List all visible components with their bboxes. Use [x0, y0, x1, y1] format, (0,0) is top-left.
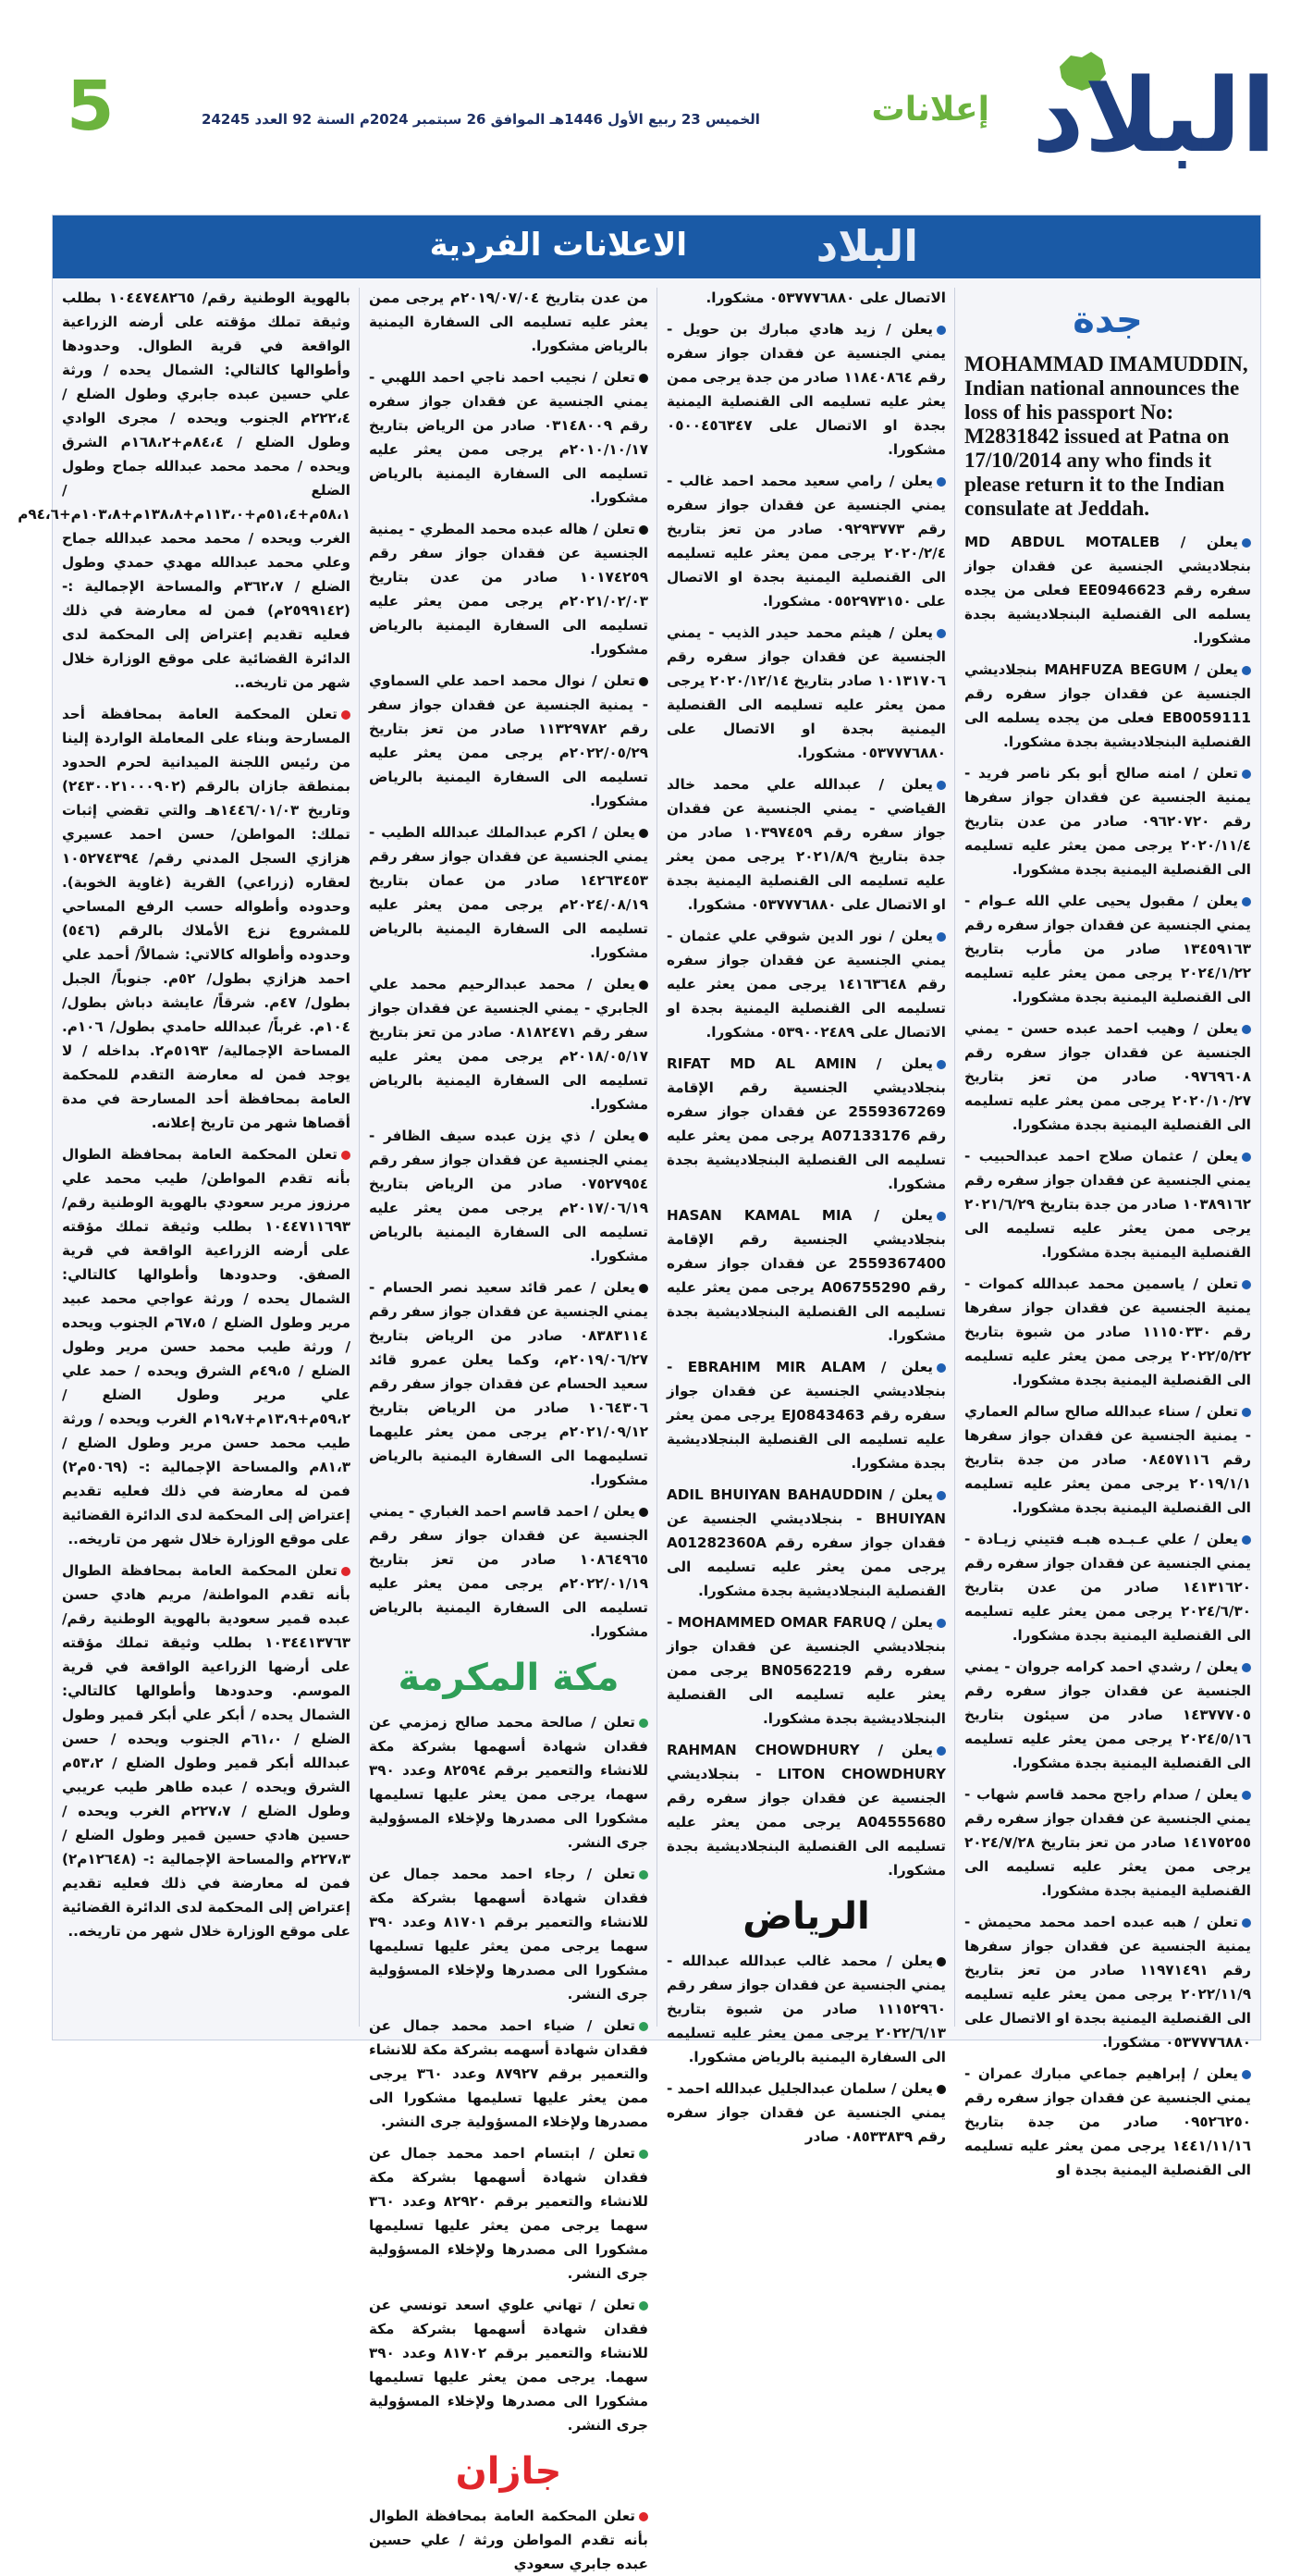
logo-text: البلاد	[1032, 56, 1276, 175]
banner-title: الاعلانات الفردية	[429, 227, 687, 264]
classified-ad-text: الاتصال على ٠٥٣٧٧٧٦٨٨٠ مشكورا.	[706, 290, 946, 306]
column-court-notices	[18, 278, 360, 2040]
bullet-icon	[341, 1151, 350, 1160]
classified-ad	[964, 1527, 1251, 1647]
classified-ad	[18, 286, 350, 695]
classified-ad-text: يعلن / MD ABDUL MOTALEB بنجلاديشي الجنسية عن فقدان جواز سفره رقم EE0946623 فعلى من يجده يسلمه الى القنصلية البنجلاديشية بجدة مشكورا.	[964, 534, 1251, 647]
classified-ad-text: تعلن / نوال محمد احمد علي السماوي - يمنية الجنسية عن فقدان جواز سفر رقم ١١٣٢٩٧٨٢ صادر من تعز بتاريخ ٢٠٢٢/٠٥/٢٩م يرجى ممن يعثر عليه تسليمه الى السفارة اليمنية بالرياض مشكورا.	[369, 672, 648, 809]
english-notice-text: MOHAMMAD IMAMUDDIN, Indian national announces the loss of his passport No: M2831842 issued at Patna on 17/10/2014 any who finds it please return it to the Indian consulate at Jeddah.	[964, 352, 1248, 520]
bullet-icon	[639, 2512, 648, 2521]
city-heading-jeddah: جدة	[1073, 299, 1143, 341]
bullet-icon	[639, 1284, 648, 1293]
classified-ad-text: يعلن / علي عـبـده هبـه فتيني زيـادة - يمني الجنسية عن فقدان جواز سفره رقم ١٤١٣١٦٢٠ صادر من عدن بتاريخ ٢٠٢٤/٦/٣٠ يرجى ممن يعثر عليه تسليمه الى القنصلية اليمنية بجدة مشكورا.	[964, 1531, 1251, 1644]
dateline: الخميس 23 ربيع الأول 1446هـ الموافق 26 سبتمبر 2024م السنة 92 العدد 24245	[202, 111, 760, 128]
classified-ad-text: تعلن / تهاني علوي اسعد تونسي عن فقدان شهادة أسهمها بشركة مكة للانشاء والتعمير برقم ٨١٧٠٢ وعدد ٣٩٠ سهما. يرجى ممن يعثر عليها تسليمها مشكورا الى مصدرها ولإخلاء المسؤولية جرى النشر.	[369, 2297, 648, 2434]
classified-ad-text: تعلن / هاله عبده محمد المطري - يمنية الجنسية عن فقدان جواز سفر رقم ١٠١٧٤٢٥٩ صادر من عدن بتاريخ ٢٠٢١/٠٢/٠٣م يرجى ممن يعثر عليه تسليمه الى السفارة اليمنية بالرياض مشكورا.	[369, 521, 648, 658]
ads-list	[369, 2504, 648, 2576]
classified-ad-text: تعلن المحكمة العامة بمحافظة الطوال بأنه تقدم المواطنة/ مريم هادي حسن عبده قمير سعودية بالهوية الوطنية رقم/ ١٠٣٤٤١٣٧٦٣ بطلب وثيقة تملك مؤقته على أرضها الزراعية الواقعة في قرية الموسم. وحدودها وأطوالها كالتالي: الشمال يحده / أبكر علي أبكر قمير وطول الضلع / ٦١،٠م الجنوب ويحده / حسن عبدالله أبكر قمير وطول الضلع / ٥٣،٢م الشرق ويحده / عبده طاهر طيب عريبي وطول الضلع / ٢٢٧،٧م الغرب ويحده / حسين هادي حسين قمير وطول الضلع / ٢٢٧،٣م والمساحة الإجمالية :- (١٢٦٤٨م٢) فمن له معارضة في ذلك فعليه تقديم إعتراض إلى المحكمة لدى الدائرة القضائية على موقع الوزارة خلال شهر من تاريخه..	[62, 1562, 351, 1940]
bullet-icon	[937, 326, 946, 335]
classified-ad-text: يعلن / MOHAMMED OMAR FARUQ - بنجلاديشي الجنسية عن فقدان جواز سفره رقم BN0562219 يرجى ممن يعثر عليه تسليمه الى القنصلية البنجلاديشية بجدة مشكورا.	[667, 1614, 946, 1727]
classified-ad-text: يعلن / RIFAT MD AL AMIN بنجلاديشي الجنسية رقم الإقامة 2559367269 عن فقدان جواز سفره رقم A07133176 يرجى ممن يعثر عليه تسليمه الى القنصلية البنجلاديشية بجدة مشكورا.	[667, 1055, 946, 1192]
bullet-icon	[937, 1957, 946, 1966]
bullet-icon	[341, 1567, 350, 1576]
classified-ad	[964, 530, 1251, 650]
newspaper-logo	[1032, 48, 1276, 187]
classified-ad-text: يعلن / نور الدين شوقي علي عثمان - يمني الجنسية عن فقدان جواز سفره رقم ١٤١٦٣٦٤٨ يرجى ممن يعثر عليه تسليمه الى القنصلية اليمنية بجدة او الاتصال على ٠٥٣٩٠٠٢٤٨٩ مشكورا.	[667, 928, 946, 1041]
classified-ad	[964, 1655, 1251, 1775]
classified-ad	[964, 1017, 1251, 1137]
classified-ad-text: تعلن المحكمة العامة بمحافظة الطوال بأنه تقدم المواطن ورثة / علي حسين عبده جابري سعودي	[369, 2508, 648, 2572]
classified-ad	[369, 972, 648, 1116]
classified-ad	[369, 669, 648, 813]
classified-ad	[964, 889, 1251, 1009]
bullet-icon	[937, 1746, 946, 1756]
classifieds-frame	[18, 215, 1261, 2572]
classified-ad	[667, 1738, 946, 1882]
english-notice	[964, 352, 1251, 521]
classified-ad	[369, 1862, 648, 2006]
classified-ad-text: يعلن / محمد عبدالرحيم محمد علي الجابري - يمني الجنسية عن فقدان جواز سفر رقم ٠٨١٨٢٤٧١ صادر من تعز بتاريخ ٢٠١٨/٠٥/١٧م يرجى ممن يعثر عليه تسليمه الى السفارة اليمنية بالرياض مشكورا.	[369, 976, 648, 1113]
classified-ad-text: تعلن / نجيب احمد ناجي احمد اللهبي - يمني الجنسية عن فقدان جواز سفره رقم ٠٣١٤٨٠٠٩ صادر من الرياض بتاريخ ٢٠١٠/١٠/١٧م يرجى ممن يعثر عليه تسليمه الى السفارة اليمنية بالرياض مشكورا.	[369, 369, 648, 506]
classified-ad-text: يعلن / هيثم محمد حيدر الذيب - يمني الجنسية عن فقدان جواز سفره رقم ١٠١٣١٧٠٦ صادر بتاريخ ٢٠٢٠/١٢/١٤ يرجى ممن يعثر عليه تسليمه الى القنصلية اليمنية بجدة او الاتصال على ٠٥٣٧٧٧٦٨٨٠ مشكورا.	[667, 624, 947, 761]
classified-ad	[369, 1710, 648, 1855]
classified-ad	[369, 365, 648, 510]
classified-ad	[964, 1782, 1251, 1903]
classified-ad-text: يعلن / رامي سعيد محمد احمد غالب - يمني الجنسية عن فقدان جواز سفره رقم ٠٩٢٩٣٧٧٣ صادر من تعز بتاريخ ٢٠٢٠/٢/٤ يرجى ممن يعثر عليه تسليمه الى القنصلية اليمنية بجدة او الاتصال على ٠٥٥٢٩٧٣١٥٠ مشكورا.	[667, 473, 946, 610]
classified-ad	[369, 517, 648, 661]
classified-ad	[667, 286, 946, 310]
classified-ad-text: يعلن / ذي يزن عبده سيف الظافر - يمني الجنسية عن فقدان جواز سفر رقم ٠٧٥٢٧٩٥٤ صادر من الرياض بتاريخ ٢٠١٧/٠٦/١٩م يرجى ممن يعثر عليه تسليمه الى السفارة اليمنية بالرياض مشكورا.	[369, 1128, 648, 1264]
bullet-icon	[1242, 1663, 1251, 1672]
city-heading-riyadh: الرياض	[742, 1895, 870, 1938]
classified-ad	[369, 820, 648, 965]
bullet-icon	[937, 932, 946, 942]
classified-ad-text: تعلن / ضياء احمد محمد جمال عن فقدان شهادة أسهمه بشركة مكة للانشاء والتعمير برقم ٨٧٩٢٧ وعدد ٣٦٠ يرجى ممن يعثر عليها تسليمها مشكورا الى مصدرها ولإخلاء المسؤولية جرى النشر.	[369, 2017, 649, 2130]
classified-ad	[964, 1272, 1251, 1392]
classified-ad-text: يعلن / ADIL BHUIYAN BAHAUDDIN BHUIYAN - بنجلاديشي الجنسية عن فقدان جواز سفره رقم A01282360A يرجى ممن يعثر عليه تسليمه الى القنصلية البنجلاديشية بجدة مشكورا.	[667, 1486, 946, 1599]
classified-ad	[62, 702, 350, 1135]
bullet-icon	[937, 1212, 946, 1221]
classified-ad	[667, 2077, 946, 2149]
bullet-icon	[937, 1060, 946, 1069]
classified-ad	[369, 2141, 648, 2286]
classified-ad-text: يعلن / وهيب احمد عبده حسن - يمني الجنسية عن فقدان جواز سفره رقم ٠٩٧٦٩٦٠٨ صادر من تعز بتاريخ ٢٠٢٠/١٠/٢٧ يرجى ممن يعثر عليه تسليمه الى القنصلية اليمنية بجدة مشكورا.	[964, 1020, 1251, 1133]
classified-ad	[667, 1610, 946, 1731]
classified-ad	[667, 1052, 946, 1196]
bullet-icon	[639, 980, 648, 990]
column-riyadh	[657, 278, 955, 2145]
classified-ad	[667, 1949, 946, 2069]
classified-ad-text: يعلن / احمد قاسم احمد الغباري - يمني الجنسية عن فقدان جواز سفر رقم ١٠٨٦٤٩٦٥ صادر من تعز بتاريخ ٢٠٢٢/٠١/١٩م يرجى ممن يعثر عليه تسليمه الى السفارة اليمنية بالرياض مشكورا.	[369, 1503, 648, 1640]
bullet-icon	[639, 2022, 648, 2031]
ad-columns	[18, 278, 1260, 2572]
classified-ad-text: يعلن / EBRAHIM MIR ALAM - بنجلاديشي الجنسية عن فقدان جواز سفره رقم EJ0843463 يرجى ممن يعثر عليه تسليمه الى القنصلية البنجلاديشية بجدة مشكورا.	[667, 1359, 947, 1472]
column-jeddah	[955, 278, 1260, 2178]
classified-ad-text: يعلن / عبدالله علي محمد خالد القياضي - يمني الجنسية عن فقدان جواز سفره رقم ١٠٣٩٧٤٥٩ صادر من جدة بتاريخ ٢٠٢١/٨/٩ يرجى ممن يعثر عليه تسليمه الى القنصلية اليمنية بجدة او الاتصال على ٠٥٣٧٧٧٦٨٨٠ مشكورا.	[667, 776, 946, 913]
classified-ad	[369, 2014, 648, 2134]
classified-ad-text: من عدن بتاريخ ٢٠١٩/٠٧/٠٤م يرجى ممن يعثر عليه تسليمه الى السفارة اليمنية بالرياض مشكورا.	[369, 290, 649, 354]
classified-ad-text: تعلن / سناء عبدالله صالح سالم العماري - يمنية الجنسية عن فقدان جواز سفرها رقم ٠٨٤٥٧١١٦ صادر من جدة بتاريخ ٢٠١٩/١/١ يرجى ممن يعثر عليه تسليمه الى القنصلية اليمنية بجدة مشكورا.	[964, 1403, 1251, 1516]
classified-ad	[667, 924, 946, 1044]
classified-ad	[964, 658, 1251, 754]
classified-ad-text: يعلن / RAHMAN CHOWDHURY LITON CHOWDHURY - بنجلاديشي الجنسية عن فقدان جواز سفره رقم A04555680 يرجى ممن يعثر عليه تسليمه الى القنصلية البنجلاديشية بجدة مشكورا.	[667, 1742, 946, 1879]
bullet-icon	[937, 1491, 946, 1500]
classified-ad	[369, 1276, 648, 1492]
bullet-icon	[1242, 1280, 1251, 1289]
classified-ad-text: تعلن / رجاء احمد محمد جمال عن فقدان شهادة أسهمها بشركة مكة للانشاء والتعمير برقم ٨١٧٠١ وعدد ٣٩٠ سهما يرجى ممن يعثر عليها تسليمها مشكورا الى مصدرها ولإخلاء المسؤولية جرى النشر.	[369, 1866, 648, 2003]
classified-ad	[964, 1144, 1251, 1264]
ads-list	[667, 1949, 946, 2149]
classified-ad-text: تعلن المحكمة العامة بمحافظة أحد المسارحة وبناء على المعاملة الواردة إلينا من رئيس اللجنة الميدانية لحرم الحدود بمنطقة جازان بالرقم (٢٤٣٠٠٢١٠٠٠٩٠٢) وتاريخ ١٤٤٦/٠١/٠٣هـ والتي تقضي إثبات تملك: المواطن/ حسن احمد عسيري هزازي السجل المدني رقم/ ١٠٥٢٧٤٣٩٤ لعقاره (زراعي) القرية (غاوية الخوبة). وحدوده وأطواله حسب الرفع المساحي للمشروع نزع الأملاك بالرقم (٥٤٦) وحدوده وأطواله كالاتي: شمالاً/ أحمد علي احمد هزازي بطول/ ٥٢م. جنوباً/ الجبل بطول/ ٤٧م. شرقاً/ عايشة دباش بطول/ ١٠٤م. غرباً/ عبدالله حامدي بطول/ ١٠٦م. المساحة الإجمالية/ ٥١٩٣م٢. بداخله / لا يوجد فمن له معارضة التقدم للمحكمة العامة بمحافظة أحد المسارحة في مدة أقصاها شهر من تاريخ إعلانه.	[62, 706, 351, 1131]
classified-ad-text: يعلن / HASAN KAMAL MIA بنجلاديشي الجنسية رقم الإقامة 2559367400 عن فقدان جواز سفره رقم A06755290 يرجى ممن يعثر عليه تسليمه الى القنصلية البنجلاديشية بجدة مشكورا.	[667, 1207, 946, 1344]
bullet-icon	[1242, 1791, 1251, 1800]
bullet-icon	[639, 1132, 648, 1141]
classified-ad-text: يعلن / سلمان عبدالجليل عبدالله احمد - يمني الجنسية عن فقدان جواز سفره رقم ٠٨٥٣٣٨٣٩ صادر	[667, 2080, 946, 2145]
classified-ad-text: تعلن / هبه عبده احمد محمد محيمش - يمنية الجنسية عن فقدان جواز سفرها رقم ١١٩٧١٤٩١ صادر من تعز بتاريخ ٢٠٢٢/١١/٩ يرجى ممن يعثر عليه تسليمه الى القنصلية اليمنية بجدة او الاتصال على ٠٥٣٧٧٧٦٨٨٠ مشكورا.	[964, 1914, 1252, 2051]
bullet-icon	[639, 525, 648, 535]
bullet-icon	[1242, 666, 1251, 675]
classified-ad	[369, 1499, 648, 1644]
classified-ad-text: تعلن / صالحة محمد صالح زمزمي عن فقدان شهادة أسهمها بشركة مكة للانشاء والتعمير برقم ٨٢٥٩٤ وعدد ٣٩٠ سهما، يرجى ممن يعثر عليها تسليمها مشكورا الى مصدرها ولإخلاء المسؤولية جرى النشر.	[369, 1714, 648, 1851]
bullet-icon	[639, 2150, 648, 2159]
bullet-icon	[1242, 538, 1251, 548]
bullet-icon	[937, 2085, 946, 2094]
ads-list	[369, 286, 648, 1644]
classified-ad	[369, 2293, 648, 2437]
bullet-icon	[341, 710, 350, 720]
classified-ad-text: يعلن / مقبول يحيى علي الله عـوام - يمني الجنسية عن فقدان جواز سفره رقم ١٣٤٥٩١٦٣ صادر من مأرب بتاريخ ٢٠٢٤/١/٢٢ يرجى ممن يعثر عليه تسليمه الى القنصلية اليمنية بجدة مشكورا.	[964, 893, 1251, 1005]
classified-ad	[667, 1355, 946, 1475]
classified-ad-text: يعلن / رشدي احمد كرامه جروان - يمني الجنسية عن فقدان جواز سفره رقم ١٤٣٧٧٧٠٥ صادر من سيئون بتاريخ ٢٠٢٤/٥/١٦ يرجى ممن يعثر عليه تسليمه الى القنصلية اليمنية بجدة مشكورا.	[964, 1658, 1251, 1771]
bullet-icon	[1242, 2070, 1251, 2079]
section-label: إعلانات	[871, 91, 989, 129]
bullet-icon	[937, 1619, 946, 1628]
bullet-icon	[1242, 770, 1251, 779]
classified-ad-text: يعلن / MAHFUZA BEGUM بنجلاديشي الجنسية عن فقدان جواز سفره رقم EB0059111 فعلى من يجده يسلمه الى القنصلية البنجلاديشية بجدة مشكورا.	[964, 661, 1251, 750]
city-heading-makkah: مكة المكرمة	[398, 1657, 620, 1699]
classified-ad-text: يعلن / عثمان صلاح احمد عبدالحبيب - يمني الجنسية عن فقدان جواز سفره رقم ١٠٣٨٩١٦٢ صادر من جدة بتاريخ ٢٠٢١/٦/٢٩ يرجى ممن يعثر عليه تسليمه الى القنصلية اليمنية بجدة مشكورا.	[964, 1148, 1251, 1261]
bullet-icon	[1242, 1025, 1251, 1034]
bullet-icon	[1242, 1918, 1251, 1928]
city-heading-jazan: جازان	[455, 2450, 562, 2493]
classified-ad-text: يعلن / عمر قائد سعيد نصر الحسام - يمني الجنسية عن فقدان جواز سفر رقم ٠٨٣٨٣١١٤ صادر من الرياض بتاريخ ٢٠١٩/٠٦/٢٧م، وكما يعلن عمرو قائد سعيد الحسام عن فقدان جواز سفر رقم ١٠٦٤٣٠٦ صادر من الرياض بتاريخ ٢٠٢١/٠٩/١٢م يرجى ممن يعثر عليهما تسليمهما الى السفارة اليمنية بالرياض مشكورا.	[369, 1279, 648, 1488]
classified-ad-text: تعلن / ابتسام احمد محمد جمال عن فقدان شهادة أسهمها بشركة مكة للانشاء والتعمير برقم ٨٢٩٢٠ وعدد ٣٦٠ سهما يرجى ممن يعثر عليها تسليمها مشكورا الى مصدرها ولإخلاء المسؤولية جرى النشر.	[369, 2145, 648, 2282]
ads-list	[369, 1710, 648, 2437]
classified-ad-text: تعلن / ياسمين محمد عبدالله كموات - يمنية الجنسية عن فقدان جواز سفرها رقم ١١١٥٠٣٣٠ صادر من شبوة بتاريخ ٢٠٢٢/٥/٢٢ يرجى ممن يعثر عليه تسليمه الى القنصلية اليمنية بجدة مشكورا.	[964, 1276, 1251, 1388]
classified-ad	[667, 1483, 946, 1603]
bullet-icon	[937, 629, 946, 638]
classified-ad	[964, 1910, 1251, 2054]
ads-list	[18, 286, 351, 1943]
classified-ad-text: بالهوية الوطنية رقم/ ١٠٤٤٧٤٨٢٦٥ بطلب وثيقة تملك مؤقته على أرضه الزراعية الواقعة في قرية الطوال. وحدودها وأطوالها كالتالي: الشمال يحده / ورثة علي حسين عبده جابري وطول الضلع / ٢٢٢،٤م الجنوب ويحده / مجرى الوادي وطول الضلع / ٨٤،٤م+١٦٨،٢م الشرق ويحده / محمد محمد عبدالله جماح وطول الضلع / ٥٨،١م+٥١،٤م+١١٣،٠م+١٣٨،٨م+١٠٣،٨م+٩٤،٦م الغرب ويحده / محمد محمد عبدالله جماح وعلي محمد عبدالله مهدي حمدي وطول الضلع / ٣٦٢،٧م والمساحة الإجمالية :- (٢٥٩٩١٤٢م) فمن له معارضة في ذلك فعليه تقديم إعتراض إلى المحكمة لدى الدائرة القضائية على موقع الوزارة خلال شهر من تاريخه..	[18, 290, 350, 691]
classified-ad	[62, 1559, 350, 1943]
classified-ad	[964, 761, 1251, 881]
page-number: 5	[67, 67, 115, 146]
banner-logo: البلاد	[816, 221, 918, 271]
bullet-icon	[639, 1870, 648, 1880]
classified-ad	[667, 317, 946, 462]
bullet-icon	[937, 1363, 946, 1373]
classified-ad	[667, 772, 946, 917]
classified-ad-text: تعلن / امنه صالح أبو بكر ناصر فريد - يمنية الجنسية عن فقدان جواز سفرها رقم ٠٩٦٢٠٧٢٠ صادر من عدن بتاريخ ٢٠٢٠/١١/٤ يرجى ممن يعثر عليه تسليمه الى القنصلية اليمنية بجدة مشكورا.	[964, 765, 1251, 878]
section-banner	[53, 216, 1260, 278]
ads-list	[667, 286, 946, 1044]
classified-ad-text: يعلن / محمد غالب عبدالله عبدالله - يمني الجنسية عن فقدان جواز سفر رقم ١١١٥٢٩٦٠ صادر من شبوة بتاريخ ٢٠٢٢/٦/١٣ يرجى ممن يعثر عليه تسليمه الى السفارة اليمنية بالرياض مشكورا.	[667, 1953, 946, 2065]
classified-ad	[369, 286, 648, 358]
bullet-icon	[1242, 897, 1251, 906]
ads-list	[964, 530, 1251, 2182]
bullet-icon	[937, 477, 946, 487]
ads-list	[667, 1052, 946, 1882]
classified-ad-text: يعلن / صدام راجح محمد قاسم شهاب - يمني الجنسية عن فقدان جواز سفره رقم ١٤١٧٥٢٥٥ صادر من تعز بتاريخ ٢٠٢٤/٧/٢٨ يرجى ممن يعثر عليه تسليمه الى القنصلية اليمنية بجدة مشكورا.	[964, 1786, 1251, 1899]
classified-ad-text: يعلن / اكرم عبدالملك عبدالله الطيب - يمني الجنسية عن فقدان جواز سفر رقم ١٤٢٦٣٤٥٣ صادر من عمان بتاريخ ٢٠٢٤/٠٨/١٩م يرجى ممن يعثر عليه تسليمه الى السفارة اليمنية بالرياض مشكورا.	[369, 824, 648, 961]
classified-ad	[667, 469, 946, 613]
classified-ad-text: يعلن / زيد هادي مبارك بن حويل - يمني الجنسية عن فقدان جواز سفره رقم ١١٨٤٠٨٦٤ صادر من جدة يرجى ممن يعثر عليه تسليمه الى القنصلية اليمنية بجدة او الاتصال على ٠٥٠٠٤٥٦٣٤٧ مشكورا.	[667, 321, 947, 458]
bullet-icon	[639, 677, 648, 686]
bullet-icon	[1242, 1535, 1251, 1545]
classified-ad	[964, 2062, 1251, 2182]
masthead	[0, 0, 1313, 203]
classified-ad	[667, 1203, 946, 1348]
bullet-icon	[639, 1508, 648, 1517]
classified-ad	[964, 1399, 1251, 1520]
classified-ad	[667, 621, 946, 765]
bullet-icon	[639, 374, 648, 383]
classified-ad	[62, 1142, 350, 1551]
classified-ad-text: تعلن المحكمة العامة بمحافظة الطوال بأنه تقدم المواطن/ طيب محمد علي مرزوز مرير سعودي بالهوية الوطنية رقم/ ١٠٤٤٧١١٦٩٣ بطلب وثيقة تملك مؤقته على أرضه الزراعية الواقعة في قرية الصفق. وحدودها وأطوالها كالتالي: الشمال يحده / ورثة عواجي محمد عبيد مرير وطول الضلع / ٦٧،٥م الجنوب ويحده / ورثة طيب محمد حسن مرير وطول الضلع / ٤٩،٥م الشرق ويحده / حمد علي علي مرير وطول الضلع / ٥٩،٢م+١٣،٩م+١٩،٧م الغرب ويحده / ورثة طيب محمد حسن مرير وطول الضلع / ٨١،٣م والمساحة الإجمالية :- (٥٠٦٩م٢) فمن له معارضة في ذلك فعليه تقديم إعتراض إلى المحكمة لدى الدائرة القضائية على موقع الوزارة خلال شهر من تاريخه..	[62, 1146, 351, 1547]
bullet-icon	[639, 829, 648, 838]
column-makkah	[360, 278, 657, 2572]
bullet-icon	[639, 2301, 648, 2311]
bullet-icon	[937, 781, 946, 790]
bullet-icon	[1242, 1152, 1251, 1162]
classified-ad	[369, 2504, 648, 2576]
bullet-icon	[1242, 1408, 1251, 1417]
classified-ad	[369, 1124, 648, 1268]
bullet-icon	[639, 1719, 648, 1728]
classified-ad-text: يعلن / إبراهيم جماعي مبارك عمران - يمني الجنسية عن فقدان جواز سفره رقم ٠٩٥٢٦٢٥٠ صادر من جدة بتاريخ ١٤٤١/١١/١٦ يرجى ممن يعثر عليه تسليمه الى القنصلية اليمنية بجدة او	[964, 2065, 1251, 2178]
